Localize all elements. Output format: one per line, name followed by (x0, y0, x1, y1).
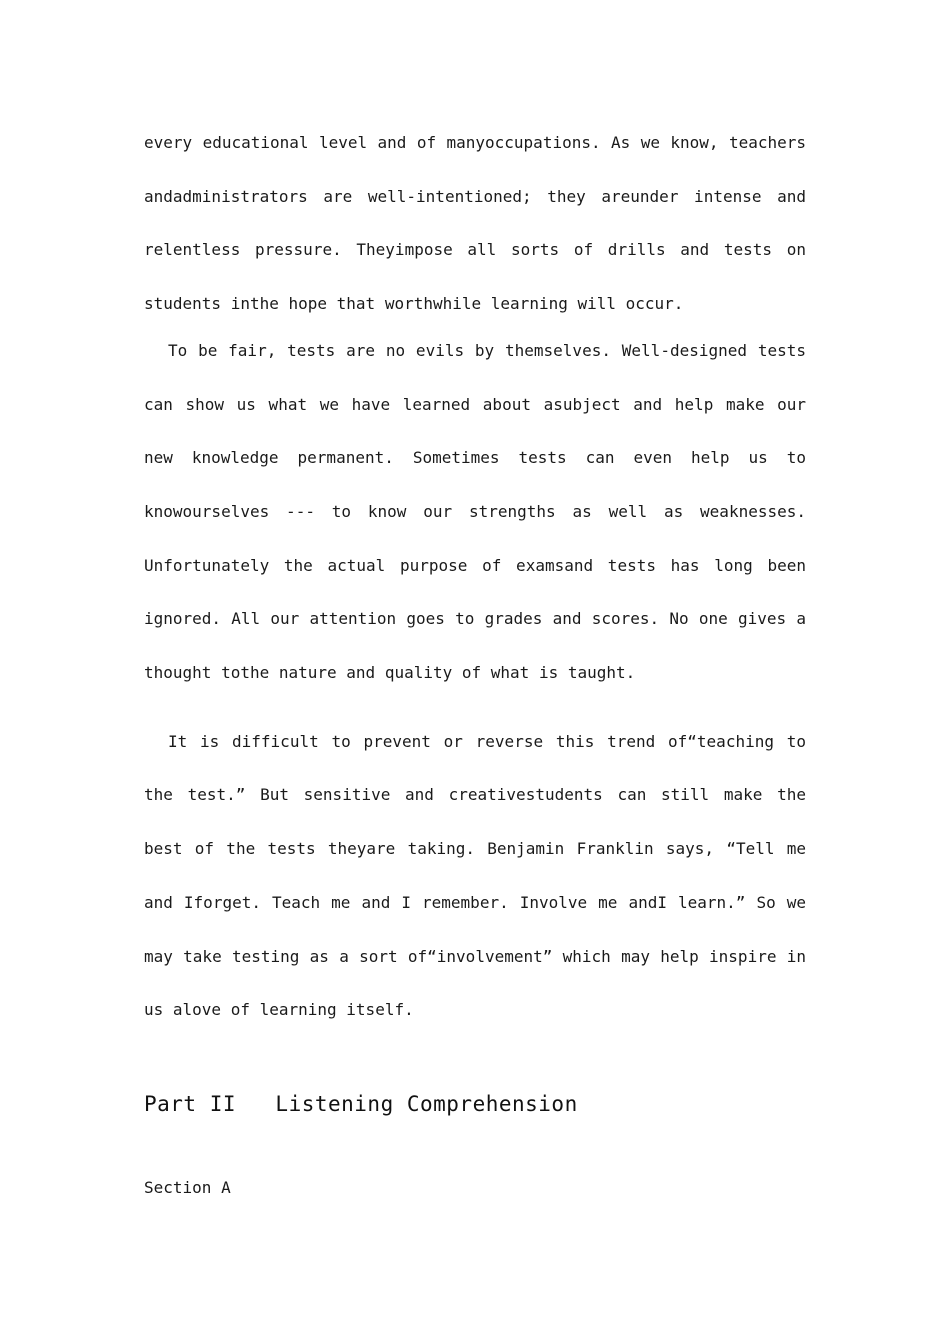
section-label: Section A (144, 1177, 231, 1197)
paragraph-1: every educational level and of manyoccupations. As we know, teachers andadministrators are well-intentioned; they areunder intense and relentless pressure. Theyimpose all sorts of drills and tests on students inthe hope that worthwhile learning will occur. (144, 133, 806, 314)
paragraph-3: It is difficult to prevent or reverse this trend of“teaching to the test.” But sensitive and creativestudents can still make the best of the tests theyare taking. Benjamin Franklin says, “Tell me and Iforget. Teach me and I remember. Involve me andI learn.” So we may take testing as a sort of“involvement” which may help inspire in us alove of learning itself. (144, 731, 806, 1020)
paragraph-2: To be fair, tests are no evils by themselves. Well-designed tests can show us what we have learned about asubject and help make our new knowledge permanent. Sometimes tests can even help us to knowourselves --- to know our strengths as well as weaknesses. Unfortunately the actual purpose of examsand tests has long been ignored. All our attention goes to grades and scores. No one gives a thought tothe nature and quality of what is taught. (144, 340, 806, 683)
page-content (144, 116, 806, 1200)
part-heading: Part II Listening Comprehension (144, 1091, 578, 1116)
